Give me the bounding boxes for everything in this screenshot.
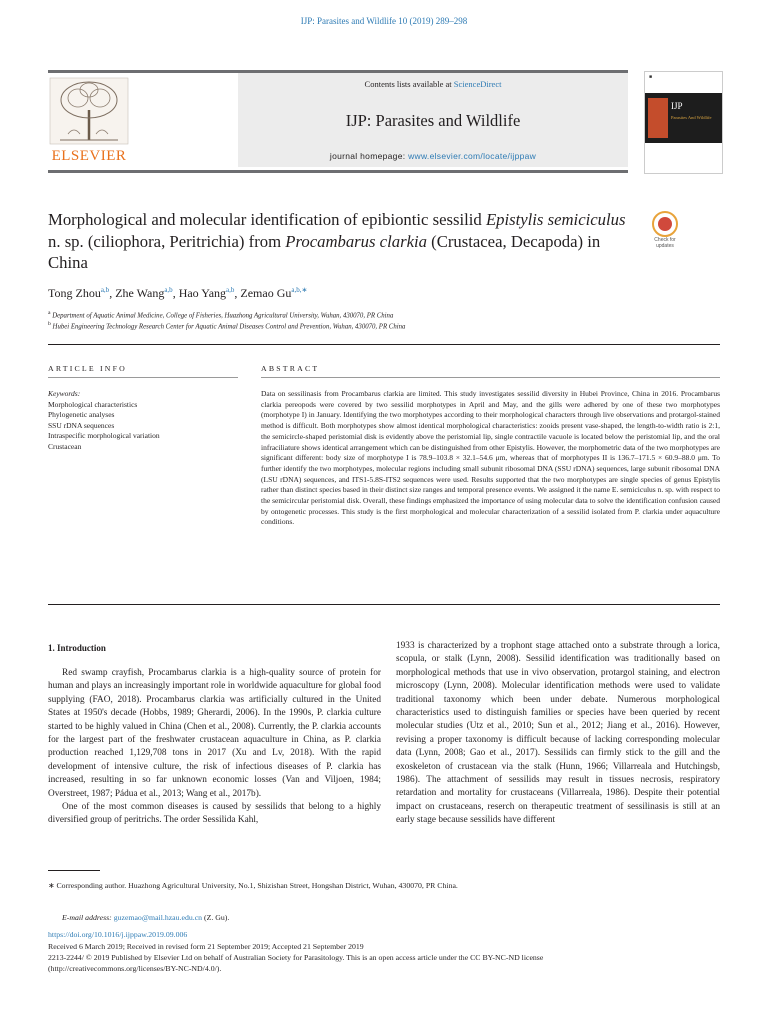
author-affiliation-sup[interactable]: a,b (226, 286, 235, 294)
paragraph: One of the most common diseases is caused by sessilids that belong to a highly diversified group of peritrichs. The order Sessilida Kahl, (48, 802, 381, 826)
affiliation (48, 310, 728, 319)
sciencedirect-link[interactable]: ScienceDirect (453, 79, 502, 89)
cover-image (648, 98, 668, 138)
journal-reference-link[interactable]: IJP: Parasites and Wildlife 10 (2019) 289–298 (300, 16, 468, 26)
paragraph: 1933 is characterized by a trophont stage attached onto a substrate through a lorica, scopula, or stalk (Lynn, 2008). Sessilid identification was traditionally based on morphological methods that use in vivo observation, protargol staining, and electron microscopy (Lynn, 2008). Molecular identification methods were used to validate traditional taxonomy which been under debate. Numerous morphological characteristics used to distinguish families or species have been queried by recent molecular studies (Utz et al., 2010; Sun et al., 2012; Jiang et al., 2016). However, revising a proper taxonomy is difficult because of lacking corresponding molecular data (Lynn, 2008; Gao et al., 2017). Sessilids can firmly stick to the gill and the exoskeleton of crustacean via the stalk (Hunn, 1966; Villarreala and Hutchingsb, 1986). The attachment of sessilids may result in tissues necrosis, respiratory retardation and mortality for crustaceans (Villarreala, 1986). Despite their potential impact on crustaceans, reserch on therapeutic treatment of sessilinasis is still at an early stage because sessilids have different (396, 641, 720, 826)
email-suffix: (Z. Gu). (202, 913, 230, 922)
body-column-left (48, 667, 381, 828)
keyword-item: Crustacean (48, 441, 82, 451)
author-name[interactable]: Tong Zhou (48, 286, 101, 300)
affiliation-sup: a (48, 310, 51, 316)
publisher-wordmark: ELSEVIER (51, 148, 127, 164)
keyword-item: Morphological characteristics (48, 399, 138, 409)
email-line (62, 912, 728, 923)
footnote (48, 880, 728, 892)
keywords-block (48, 389, 238, 452)
affiliation-text: Department of Aquatic Animal Medicine, College of Fisheries, Huazhong Agricultural University, Wuhan, 430070, PR China (52, 312, 394, 320)
author-affiliation-sup[interactable]: a,b,∗ (291, 286, 308, 294)
check-updates-icon (652, 211, 678, 237)
keywords-label: Keywords: (48, 389, 81, 398)
article-info-rule (48, 377, 238, 378)
masthead (48, 70, 628, 173)
cover-band (645, 93, 722, 143)
masthead-info-panel (238, 73, 628, 167)
abstract-rule (261, 377, 720, 378)
author-name[interactable]: Hao Yang (178, 286, 227, 300)
footnote-rule (48, 870, 100, 871)
masthead-bottom-rule (48, 170, 628, 173)
body-column-right (396, 640, 720, 828)
abstract-bottom-rule (48, 604, 720, 605)
contents-line (238, 79, 628, 89)
email-link[interactable]: guzemao@mail.hzau.edu.cn (113, 913, 203, 922)
affiliation-sup: b (48, 321, 51, 327)
keyword-item: Intraspecific morphological variation (48, 431, 160, 440)
title-host: Procambarus clarkia (285, 231, 427, 251)
homepage-prefix: journal homepage: (329, 151, 409, 161)
article-title (48, 209, 628, 274)
article-metadata (48, 912, 728, 974)
keyword-item: SSU rDNA sequences (48, 420, 115, 430)
title-part: n. sp. (ciliophora, Peritrichia) from (48, 231, 286, 251)
journal-cover-thumbnail[interactable] (644, 71, 723, 174)
divider-rule (48, 344, 720, 345)
author-name[interactable]: Zemao Gu (240, 286, 292, 300)
author-affiliation-sup[interactable]: a,b (164, 286, 173, 294)
doi-link[interactable]: https://doi.org/10.1016/j.ijppaw.2019.09.006 (48, 930, 188, 940)
cover-title: IJP (671, 101, 683, 111)
title-part: Morphological and molecular identification of epibiontic sessilid (48, 210, 486, 229)
journal-title: IJP: Parasites and Wildlife (345, 111, 521, 130)
contents-prefix: Contents lists available at (364, 79, 454, 89)
journal-homepage-link[interactable]: www.elsevier.com/locate/ijppaw (408, 151, 537, 161)
corresponding-author-note: ∗ Corresponding author. Huazhong Agricultural University, No.1, Shizishan Street, Hongshan District, Wuhan, 430070, PR China. (48, 881, 458, 890)
introduction-heading: 1. Introduction (48, 643, 106, 653)
abstract-heading: ABSTRACT (261, 364, 320, 373)
affiliation-text: Hubei Engineering Technology Research Center for Aquatic Animal Diseases Control and Prevention, Wuhan, 430070, PR China (52, 323, 406, 331)
abstract-body: Data on sessilinasis from Procambarus clarkia are limited. This study investigates sessilid diversity in Hubei Province, China in 2016. Procambarus clarkia pereopods were covered by two sessilid morphotypes in April and May, and the gills were adhered by one of these two morphotypes (morphotype I) in January. Identifying the two morphotypes according to their morphological characters through live observations and protargol-stained method is difficult. Both morphotypes show almost identical morphological characteristics: zooids present vase-shaped, the length-to-width ratio is 2:1, the semicircle-shaped peristomial disk is evidently above the peristomial lip, single contractile vacuole is located below the peristomial lip, and the oral infraciliature shows identical arrangement which can be distinguished from other Epistylis. However, the morphometric data of the two morphotypes are significant different: body size of morphotype I is 78.9–103.8 × 32.1–54.6 μm, whereas that of morphotypes II is 136.7–171.5 × 60.9–88.0 μm. To further identify the two morphotypes, molecular regions including small subunit ribosomal DNA (SSU rDNA) sequences, large subunit ribosomal DNA (LSU rDNA) sequences, and ITS1-5.8S-ITS2 sequences were used. Results supported that the two morphotypes are single species of genus Epistylis rather than distinct species based in their distinct size ranges and temporal presence events. We assigned it the name E. semiciculus n. sp. with respect to the semicircular peristomial disk. Overall, these findings emphasized the importance of using molecular data to solve the identification confusion caused by ontogenetic processes. This study is the first morphological and molecular characterization of a sessilid isolated from P. clarkia under aquaculture conditions. (261, 389, 720, 527)
check-updates-label: Check for updates (654, 237, 676, 249)
cover-subtitle: Parasites And Wildlife (671, 115, 712, 120)
affiliation (48, 321, 728, 330)
cover-corner-mark: ■ (649, 75, 653, 80)
title-part: (Crustacea, Decapoda) in China (48, 231, 601, 272)
author-affiliation-sup[interactable]: a,b (100, 286, 110, 294)
author-name[interactable]: Zhe Wang (115, 286, 165, 300)
article-info-heading: ARTICLE INFO (48, 364, 127, 373)
title-species: Epistylis semiciculus (485, 210, 626, 229)
paragraph: Red swamp crayfish, Procambarus clarkia is a high-quality source of protein for human and plays an increasingly important role in worldwide aquaculture for global food supplying (FAO, 2018). Procambarus clarkia was artificially cultured in the United States at 1950's decade (Hobbs, 1989; Gherardi, 2006). In the 1990s, P. clarkia culture started to be highly valued in China (Chen et al., 2008). Currently, the P. clarkia accounts for the largest part of the freshwater crustacean aquaculture in China, as P. clarkia production reached 1,129,708 tons in 2017 (Xu and Lv, 2018). With the rapid development of intensive culture, the risk of infectious diseases of P. clarkia has increased, resulting in so far unknown economic losses (Van and Viljoen, 1984; Overstreet, 1987; Pádua et al., 2013; Wang et al., 2017b). (48, 668, 381, 799)
journal-homepage-line (238, 151, 628, 161)
license-text: 2213-2244/ © 2019 Published by Elsevier Ltd on behalf of Australian Society for Parasitology. This is an open access article under the CC BY-NC-ND license (48, 952, 544, 962)
license-url[interactable]: (http://creativecommons.org/licenses/BY-NC-ND/4.0/). (48, 964, 222, 974)
email-label: E-mail address: (62, 913, 114, 922)
check-for-updates-badge[interactable] (648, 211, 682, 255)
keyword-item: Phylogenetic analyses (48, 410, 115, 419)
received-dates: Received 6 March 2019; Received in revised form 21 September 2019; Accepted 21 September 2019 (48, 941, 364, 951)
author-list: Tong Zhou$^{a,b}$, Zhe Wang$^{a,b}$, Hao Yang$^{a,b}$, Zemao $Gu^{a,b,∗}$ (48, 286, 308, 300)
